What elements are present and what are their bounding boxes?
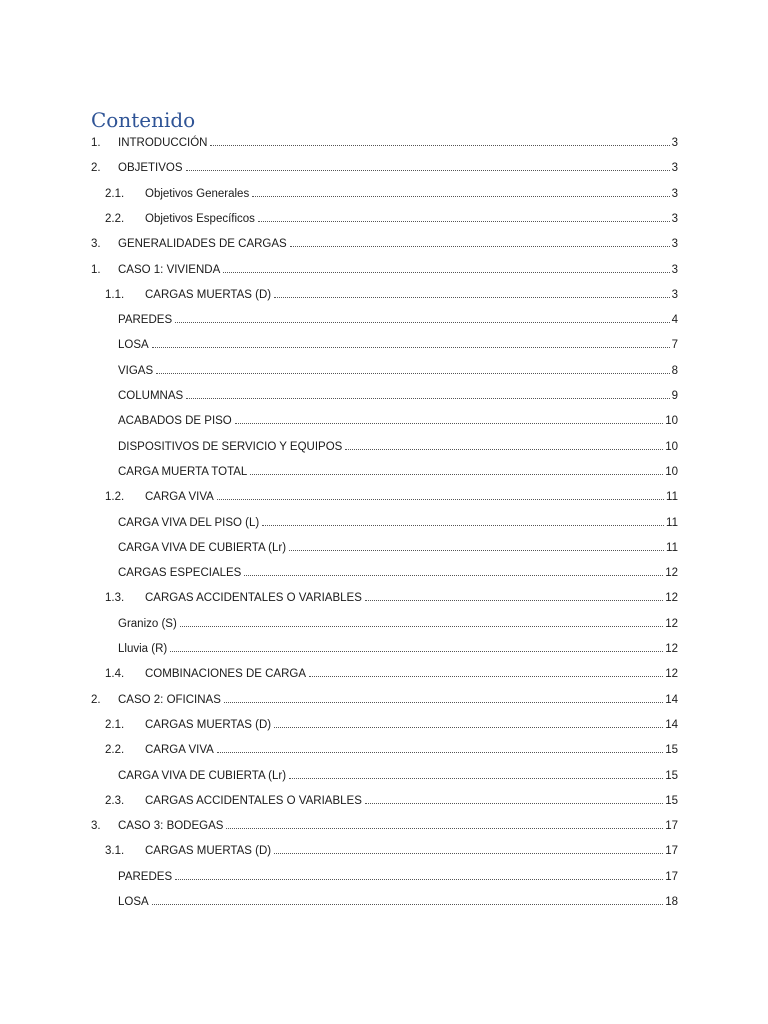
toc-entry-page-number: 12 <box>665 592 678 605</box>
toc-entry-label[interactable]: DISPOSITIVOS DE SERVICIO Y EQUIPOS <box>118 440 343 453</box>
toc-entry-number: 1. <box>91 137 101 149</box>
toc-entry-line <box>145 845 678 857</box>
toc-entry-line <box>145 188 678 200</box>
toc-entry-page-number: 3 <box>671 263 678 276</box>
toc-dot-leader <box>210 145 669 146</box>
toc-entry-page-number: 3 <box>671 288 678 301</box>
toc-entry-label[interactable]: CASO 1: VIVIENDA <box>118 263 221 276</box>
toc-entry-label[interactable]: CARGAS ESPECIALES <box>118 567 242 580</box>
toc-dot-leader <box>244 575 663 576</box>
toc-entry-page-number: 3 <box>671 137 678 149</box>
toc-entry-page-number: 17 <box>665 870 678 883</box>
toc-entry[interactable] <box>0 814 768 839</box>
toc-entry[interactable] <box>0 561 768 586</box>
toc-entry-label[interactable]: CARGAS MUERTAS (D) <box>145 845 272 858</box>
toc-entry-line <box>145 592 678 604</box>
toc-entry[interactable] <box>0 536 768 561</box>
toc-entry-page-number: 17 <box>665 845 678 858</box>
toc-entry-line <box>118 466 678 478</box>
toc-entry-line <box>118 339 678 351</box>
toc-entry-page-number: 11 <box>666 541 678 554</box>
toc-entry-line <box>118 365 678 377</box>
toc-entry-page-number: 3 <box>671 238 678 251</box>
toc-entry-line <box>118 643 678 655</box>
toc-entry-label[interactable]: ACABADOS DE PISO <box>118 415 232 428</box>
toc-entry-number: 2. <box>91 693 101 706</box>
toc-entry[interactable] <box>0 207 768 232</box>
toc-entry-page-number: 15 <box>665 794 678 807</box>
toc-entry-line <box>118 238 678 250</box>
toc-dot-leader <box>365 600 663 601</box>
toc-entry-page-number: 10 <box>665 440 678 453</box>
toc-entry-number: 1.2. <box>105 491 125 504</box>
toc-entry-label[interactable]: Objetivos Específicos <box>145 212 255 225</box>
toc-entry[interactable] <box>0 586 768 611</box>
toc-dot-leader <box>224 702 663 703</box>
toc-dot-leader <box>186 398 669 399</box>
toc-entry[interactable] <box>0 182 768 207</box>
toc-entry[interactable] <box>0 308 768 333</box>
toc-entry-line <box>118 264 678 276</box>
toc-dot-leader <box>274 853 663 854</box>
toc-entry-page-number: 15 <box>665 744 678 757</box>
toc-entry-line <box>145 795 678 807</box>
toc-entry[interactable] <box>0 131 768 156</box>
toc-entry-label[interactable]: CARGAS MUERTAS (D) <box>145 288 272 301</box>
toc-entry-number: 2.1. <box>105 718 125 731</box>
toc-entry[interactable] <box>0 359 768 384</box>
toc-entry-label[interactable]: Objetivos Generales <box>145 187 250 200</box>
toc-entry-page-number: 12 <box>665 668 678 681</box>
toc-entry-number: 1.4. <box>105 668 125 681</box>
toc-entry-label[interactable]: CARGA MUERTA TOTAL <box>118 465 248 478</box>
toc-dot-leader <box>217 499 664 500</box>
toc-entry-number: 2.2. <box>105 744 125 757</box>
toc-entry-label[interactable]: CARGAS MUERTAS (D) <box>145 718 272 731</box>
toc-entry-line <box>118 542 678 554</box>
toc-entry-page-number: 3 <box>671 187 678 200</box>
toc-entry-page-number: 15 <box>665 769 678 782</box>
toc-entry-line <box>118 770 678 782</box>
toc-entry-page-number: 17 <box>665 820 678 833</box>
toc-entry-page-number: 12 <box>665 567 678 580</box>
toc-entry-page-number: 12 <box>665 617 678 630</box>
toc-entry-line <box>145 744 678 756</box>
toc-entry[interactable] <box>0 764 768 789</box>
toc-entry-line <box>145 668 678 680</box>
toc-entry-page-number: 10 <box>665 415 678 428</box>
toc-dot-leader <box>226 828 663 829</box>
toc-entry-page-number: 14 <box>665 693 678 706</box>
toc-entry-label[interactable]: OBJETIVOS <box>118 162 183 175</box>
toc-entry[interactable] <box>0 258 768 283</box>
toc-entry-label[interactable]: CASO 3: BODEGAS <box>118 820 224 833</box>
toc-entry-number: 1.1. <box>105 288 125 301</box>
toc-entry-number: 2.1. <box>105 187 125 200</box>
toc-entry[interactable] <box>0 384 768 409</box>
toc-entry-line <box>118 896 678 908</box>
toc-entry[interactable] <box>0 156 768 181</box>
toc-entry-page-number: 12 <box>665 643 678 655</box>
toc-entry[interactable] <box>0 333 768 358</box>
toc-entry-page-number: 11 <box>666 516 678 529</box>
toc-entry-label[interactable]: GENERALIDADES DE CARGAS <box>118 238 287 251</box>
toc-entry-label[interactable]: CASO 2: OFICINAS <box>118 693 221 706</box>
toc-title: Contenido <box>91 108 196 132</box>
toc-entry-number: 3. <box>91 820 101 833</box>
toc-entry-page-number: 9 <box>671 390 678 402</box>
toc-dot-leader <box>217 752 663 753</box>
toc-entry[interactable] <box>0 232 768 257</box>
toc-dot-leader <box>152 904 664 905</box>
toc-entry[interactable] <box>0 688 768 713</box>
toc-entry-label[interactable]: Lluvia (R) <box>118 643 168 655</box>
toc-entry-label[interactable]: COLUMNAS <box>118 390 184 402</box>
toc-entry-label[interactable]: PAREDES <box>118 314 173 327</box>
toc-entry-label[interactable]: PAREDES <box>118 870 173 883</box>
toc-entry[interactable] <box>0 409 768 434</box>
toc-entry-label[interactable]: Granizo (S) <box>118 617 177 630</box>
toc-entry-line <box>118 618 678 630</box>
toc-entry-label[interactable]: INTRODUCCIÓN <box>118 137 208 149</box>
toc-entry[interactable] <box>0 460 768 485</box>
toc-dot-leader <box>365 803 663 804</box>
toc-entry-line <box>118 694 678 706</box>
toc-entry-label[interactable]: CARGA VIVA DEL PISO (L) <box>118 516 260 529</box>
toc-entry[interactable] <box>0 839 768 864</box>
toc-dot-leader <box>170 651 663 652</box>
toc-dot-leader <box>309 676 663 677</box>
toc-entry-line <box>145 213 678 225</box>
toc-dot-leader <box>289 778 663 779</box>
toc-entry-page-number: 7 <box>671 339 678 352</box>
toc-dot-leader <box>290 246 670 247</box>
toc-entry-label[interactable]: CARGA VIVA DE CUBIERTA (Lr) <box>118 769 287 782</box>
toc-entry-line <box>118 390 678 402</box>
toc-entry-page-number: 4 <box>671 314 678 327</box>
toc-dot-leader <box>175 879 663 880</box>
toc-entry-line <box>145 491 678 503</box>
toc-dot-leader <box>289 550 664 551</box>
toc-dot-leader <box>274 727 663 728</box>
toc-dot-leader <box>250 474 663 475</box>
toc-entry-number: 2.2. <box>105 212 125 225</box>
toc-entry-line <box>118 314 678 326</box>
toc-entry[interactable] <box>0 511 768 536</box>
toc-dot-leader <box>186 170 670 171</box>
toc-entry-label[interactable]: CARGAS ACCIDENTALES O VARIABLES <box>145 592 362 605</box>
toc-dot-leader <box>252 196 669 197</box>
toc-entry[interactable] <box>0 435 768 460</box>
toc-entry-page-number: 3 <box>671 212 678 225</box>
toc-entry[interactable] <box>0 612 768 637</box>
toc-entry-label[interactable]: VIGAS <box>118 364 154 377</box>
toc-entry[interactable] <box>0 485 768 510</box>
toc-entry-page-number: 8 <box>671 364 678 377</box>
toc-entry-line <box>118 820 678 832</box>
toc-entry[interactable] <box>0 637 768 662</box>
toc-entry-number: 2. <box>91 162 101 175</box>
toc-dot-leader <box>235 423 663 424</box>
toc-dot-leader <box>258 221 670 222</box>
toc-entry-page-number: 3 <box>671 162 678 175</box>
toc-entry-line <box>145 289 678 301</box>
toc-entry-page-number: 11 <box>666 491 678 504</box>
toc-entry[interactable] <box>0 283 768 308</box>
toc-entry[interactable] <box>0 662 768 687</box>
toc-entry-line <box>145 719 678 731</box>
toc-entry[interactable] <box>0 865 768 890</box>
toc-entry-number: 2.3. <box>105 794 125 807</box>
toc-dot-leader <box>152 347 670 348</box>
toc-entry-label[interactable]: CARGA VIVA <box>145 491 214 504</box>
toc-entry-line <box>118 415 678 427</box>
toc-dot-leader <box>180 626 663 627</box>
toc-dot-leader <box>156 373 669 374</box>
toc-entry-line <box>118 137 678 149</box>
toc-entry-number: 3. <box>91 238 101 251</box>
toc-dot-leader <box>345 449 663 450</box>
toc-entry[interactable] <box>0 738 768 763</box>
toc-entry-line <box>118 162 678 174</box>
toc-entry-page-number: 14 <box>665 718 678 731</box>
toc-entry-line <box>118 871 678 883</box>
toc-entry-line <box>118 441 678 453</box>
toc-entry[interactable] <box>0 890 768 915</box>
toc-entry[interactable] <box>0 713 768 738</box>
toc-entry-line <box>118 517 678 529</box>
toc-entry-label[interactable]: LOSA <box>118 339 149 352</box>
toc-entry-label[interactable]: CARGAS ACCIDENTALES O VARIABLES <box>145 794 362 807</box>
toc-entry-page-number: 10 <box>665 465 678 478</box>
toc-entry-number: 1.3. <box>105 592 125 605</box>
toc-dot-leader <box>175 322 669 323</box>
toc-entry-page-number: 18 <box>665 896 678 908</box>
toc-entry-label[interactable]: LOSA <box>118 896 149 908</box>
toc-dot-leader <box>223 272 669 273</box>
toc-entry-line <box>118 567 678 579</box>
toc-dot-leader <box>262 525 664 526</box>
toc-entry-label[interactable]: CARGA VIVA <box>145 744 214 757</box>
toc-entry[interactable] <box>0 789 768 814</box>
toc-entry-number: 3.1. <box>105 845 125 858</box>
toc-entry-label[interactable]: CARGA VIVA DE CUBIERTA (Lr) <box>118 541 287 554</box>
toc-dot-leader <box>274 297 670 298</box>
toc-entry-label[interactable]: COMBINACIONES DE CARGA <box>145 668 307 681</box>
toc-entry-number: 1. <box>91 263 101 276</box>
